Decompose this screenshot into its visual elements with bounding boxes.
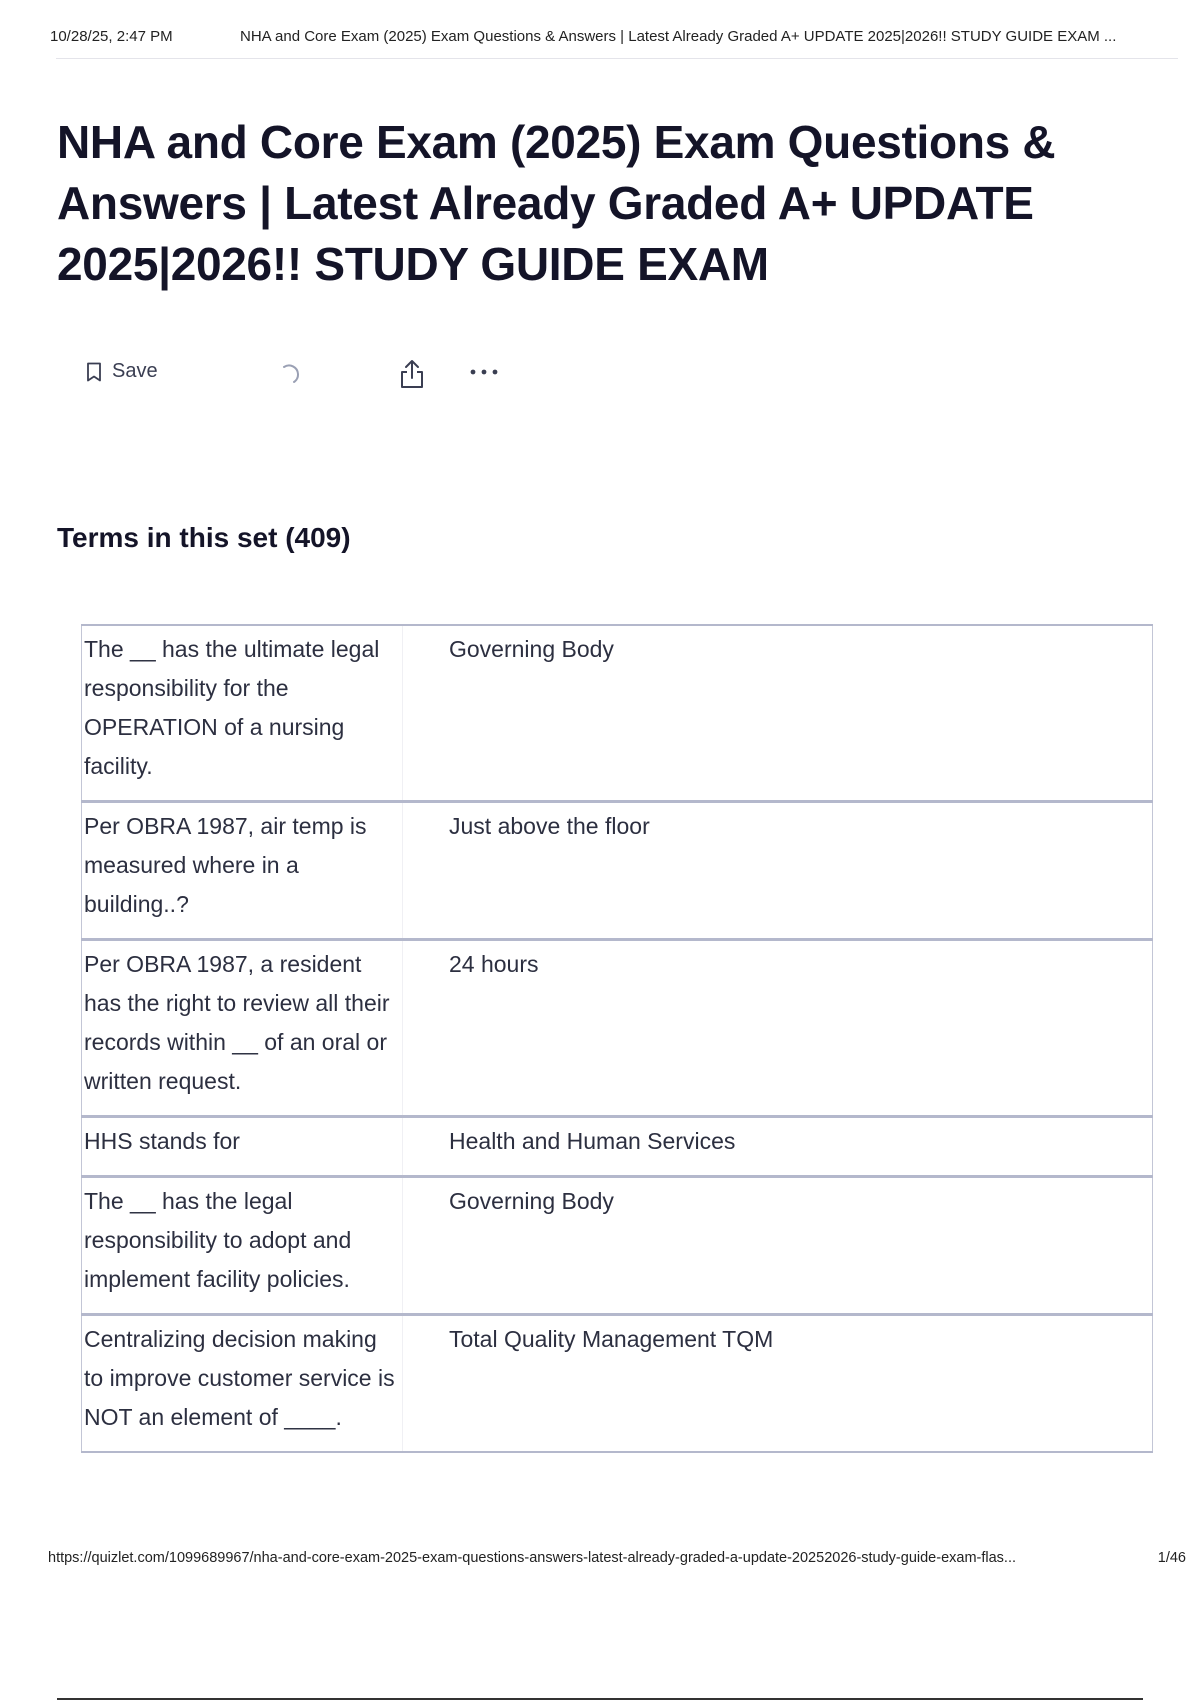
definition-text: Total Quality Management TQM xyxy=(403,1315,1153,1453)
term-row xyxy=(82,1177,1153,1315)
page-number: 1/46 xyxy=(1157,1550,1186,1566)
term-row xyxy=(82,1315,1153,1453)
header-divider xyxy=(56,58,1178,59)
term-text: The __ has the legal responsibility to adopt and implement facility policies. xyxy=(82,1177,403,1315)
term-row xyxy=(82,940,1153,1117)
print-url: https://quizlet.com/1099689967/nha-and-core-exam-2025-exam-questions-answers-latest-already-graded-a-update-20252026-study-guide-exam-flas... xyxy=(48,1550,1017,1566)
term-row xyxy=(82,802,1153,940)
term-text: Per OBRA 1987, air temp is measured where in a building..? xyxy=(82,802,403,940)
term-row xyxy=(82,1117,1153,1177)
definition-text: Governing Body xyxy=(403,625,1153,802)
term-row xyxy=(82,625,1153,802)
print-footer xyxy=(48,1550,1186,1566)
definition-text: Health and Human Services xyxy=(403,1117,1153,1177)
set-toolbar xyxy=(86,360,546,392)
print-doc-title: NHA and Core Exam (2025) Exam Questions & Answers | Latest Already Graded A+ UPDATE 2025|2026!! STUDY GUIDE EXAM ... xyxy=(240,28,1117,45)
terms-heading: Terms in this set (409) xyxy=(57,522,351,553)
save-label: Save xyxy=(112,360,158,382)
definition-text: Just above the floor xyxy=(403,802,1153,940)
page-title: NHA and Core Exam (2025) Exam Questions & Answers | Latest Already Graded A+ UPDATE 2025|2026!! STUDY GUIDE EXAM xyxy=(57,116,1056,290)
definition-text: 24 hours xyxy=(403,940,1153,1117)
term-text: HHS stands for xyxy=(82,1117,403,1177)
definition-text: Governing Body xyxy=(403,1177,1153,1315)
terms-table xyxy=(81,624,1153,1453)
more-options-icon[interactable] xyxy=(469,363,499,381)
term-text: Per OBRA 1987, a resident has the right to review all their records within __ of an oral or written request. xyxy=(82,940,403,1117)
bookmark-icon xyxy=(86,362,102,382)
term-text: The __ has the ultimate legal responsibility for the OPERATION of a nursing facility. xyxy=(82,625,403,802)
share-icon[interactable] xyxy=(398,358,426,395)
print-date: 10/28/25, 2:47 PM xyxy=(50,28,173,45)
save-button[interactable] xyxy=(86,360,158,383)
term-text: Centralizing decision making to improve customer service is NOT an element of ____. xyxy=(82,1315,403,1453)
loading-spinner-icon xyxy=(278,362,302,391)
print-header xyxy=(50,28,1178,45)
